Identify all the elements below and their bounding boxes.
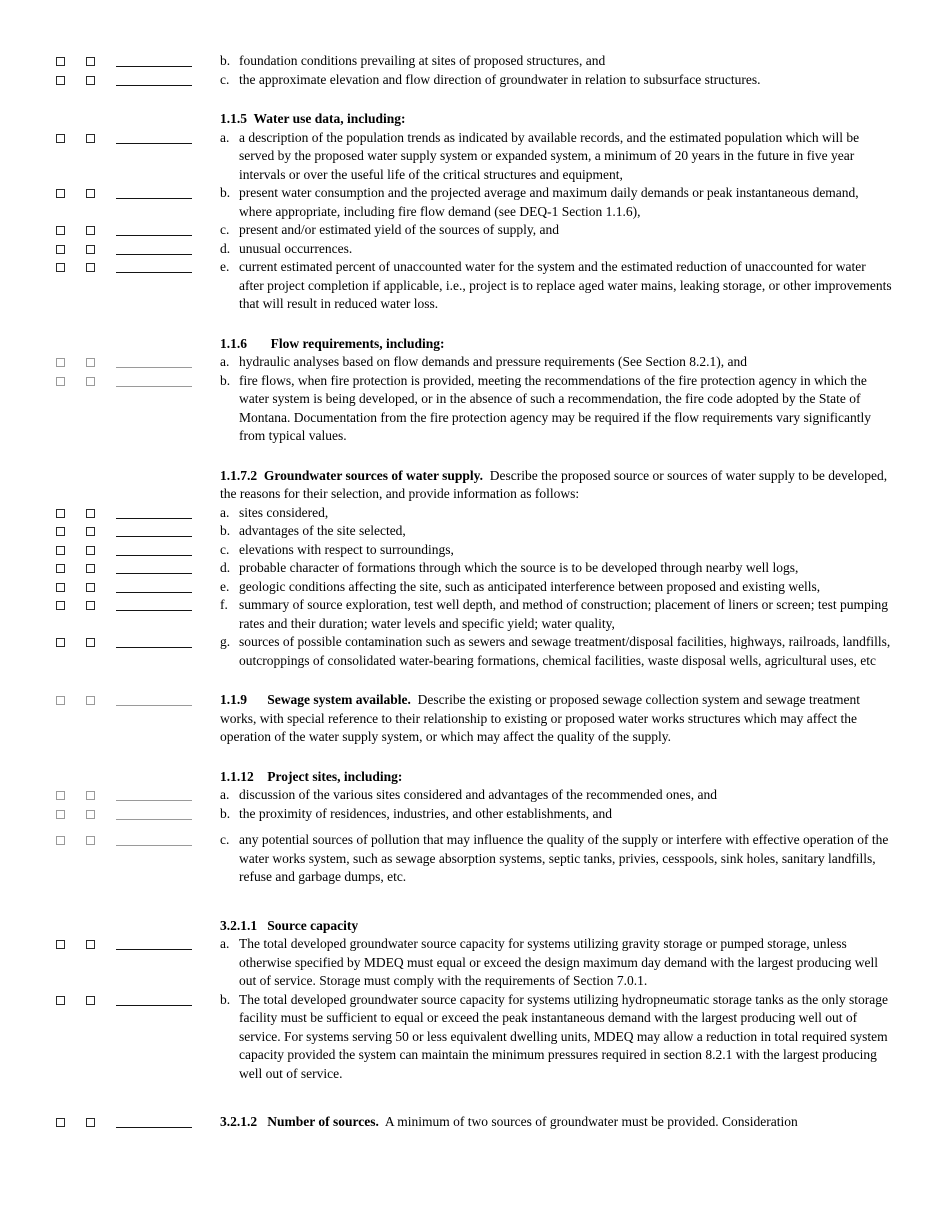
fill-in-line[interactable] <box>116 53 192 67</box>
row-content <box>220 541 892 560</box>
checklist-item <box>220 522 892 541</box>
checklist-item-row <box>0 596 892 633</box>
checkbox-1[interactable] <box>56 583 65 592</box>
checkbox-gutter <box>0 71 220 86</box>
row-content <box>220 221 892 240</box>
fill-in-line[interactable] <box>116 523 192 537</box>
checklist-item-row <box>0 935 892 991</box>
checkbox-2[interactable] <box>86 226 95 235</box>
checklist-item-row <box>0 240 892 259</box>
item-label: c. <box>220 541 230 557</box>
checklist-item <box>220 504 892 523</box>
checkbox-gutter <box>0 633 220 648</box>
checkbox-1[interactable] <box>56 134 65 143</box>
item-text: present water consumption and the projected average and maximum daily demands or peak instantaneous demand, where appropriate, including fire flow demand (see DEQ-1 Section 1.1.6), <box>239 185 859 219</box>
row-content <box>220 258 892 314</box>
item-text: any potential sources of pollution that may influence the quality of the supply or interfere with effective operation of the water works system, such as sewage absorption systems, septic tanks, privies, cesspools, sink holes, sanitary landfills, refuse and garbage dumps, etc. <box>239 832 889 884</box>
checkbox-gutter <box>0 768 220 769</box>
item-label: b. <box>220 523 231 538</box>
checklist-item <box>220 633 892 670</box>
section-paragraph <box>220 467 892 504</box>
row-content <box>220 1113 892 1132</box>
checklist-item <box>220 353 892 372</box>
checkbox-gutter <box>0 240 220 255</box>
fill-in-line[interactable] <box>116 692 192 706</box>
item-label: e. <box>220 578 230 594</box>
item-text: present and/or estimated yield of the sources of supply, and <box>239 222 560 237</box>
item-text: summary of source exploration, test well depth, and method of construction; placement of liners or screen; test pumping rates and their duration; water levels and specific yield; water quality, <box>239 597 888 631</box>
item-label: f. <box>220 597 228 612</box>
fill-in-line[interactable] <box>116 185 192 199</box>
checkbox-2[interactable] <box>86 546 95 555</box>
checklist-item <box>220 559 892 578</box>
checkbox-2[interactable] <box>86 836 95 845</box>
row-content <box>220 831 892 887</box>
checkbox-2[interactable] <box>86 810 95 819</box>
item-label: b. <box>220 372 231 388</box>
item-label: e. <box>220 259 230 274</box>
item-label: a. <box>220 787 230 802</box>
checkbox-gutter <box>0 691 220 706</box>
section-paragraph-row <box>0 1113 892 1132</box>
checkbox-2[interactable] <box>86 358 95 367</box>
row-content <box>220 110 892 129</box>
row-content <box>220 559 892 578</box>
item-label: b. <box>220 805 231 821</box>
fill-in-line[interactable] <box>116 72 192 86</box>
checklist-item <box>220 258 892 314</box>
checkbox-gutter <box>0 129 220 144</box>
checkbox-2[interactable] <box>86 601 95 610</box>
checklist-item <box>220 129 892 185</box>
row-content <box>220 52 892 71</box>
checklist-item <box>220 184 892 221</box>
fill-in-line[interactable] <box>116 1114 192 1128</box>
item-label: a. <box>220 936 230 951</box>
fill-in-line[interactable] <box>116 259 192 273</box>
row-content <box>220 467 892 504</box>
checklist-item-row <box>0 221 892 240</box>
fill-in-line[interactable] <box>116 222 192 236</box>
item-label: c. <box>220 71 230 87</box>
section-paragraph <box>220 1113 892 1132</box>
checklist-item-row <box>0 991 892 1084</box>
checklist-item-row <box>0 786 892 805</box>
item-text: a description of the population trends as indicated by available records, and the estimated population which will be served by the proposed water supply system or expanded system, a minimum of 20 years in the future in five year intervals or over the useful life of the critical structures and equipment, <box>239 129 860 182</box>
item-text: geologic conditions affecting the site, such as anticipated interference between proposed and existing wells, <box>239 578 821 594</box>
checkbox-2[interactable] <box>86 134 95 143</box>
item-text: elevations with respect to surroundings, <box>239 541 454 557</box>
section-heading: 3.2.1.1 Source capacity <box>220 917 359 933</box>
checkbox-1[interactable] <box>56 791 65 800</box>
checkbox-1[interactable] <box>56 76 65 85</box>
checkbox-gutter <box>0 991 220 1006</box>
item-label: a. <box>220 129 230 145</box>
item-label: d. <box>220 240 231 256</box>
row-content <box>220 240 892 259</box>
checklist-item <box>220 372 892 446</box>
item-text: sites considered, <box>239 504 329 520</box>
fill-in-line[interactable] <box>116 505 192 519</box>
checklist-item <box>220 786 892 805</box>
item-text: fire flows, when fire protection is provided, meeting the recommendations of the fire protection agency in which the water system is being developed, or in the absence of such a recommendation, the fire code adopted by the State of Montana. Documentation from the fire protection agency may be required if the flow requirements vary significantly from typical values. <box>239 372 872 443</box>
row-content <box>220 768 892 787</box>
checkbox-2[interactable] <box>86 1118 95 1127</box>
row-content <box>220 129 892 185</box>
row-content <box>220 691 892 747</box>
checkbox-2[interactable] <box>86 509 95 518</box>
row-content <box>220 353 892 372</box>
item-text: The total developed groundwater source capacity for systems utilizing gravity storage or pumped storage, unless otherwise specified by MDEQ must equal or exceed the design maximum day demand with the largest producing well out of service. Storage must comply with the requirements of Section 7.0.1. <box>239 936 878 988</box>
checklist-item-row <box>0 805 892 824</box>
item-text: The total developed groundwater source capacity for systems utilizing hydropneumatic storage tanks as the only storage facility must be sufficient to equal or exceed the peak instantaneous demand with the largest producing well out of service. For systems serving 50 or less equivalent dwelling units, MDEQ may allow a reduction in total required system capacity provided the system can maintain the minimum pressures required in section 8.2.1 with the largest producing well out of service. <box>239 991 888 1081</box>
checkbox-gutter <box>0 372 220 387</box>
row-content <box>220 991 892 1084</box>
checkbox-gutter <box>0 258 220 273</box>
section-heading: 1.1.12 Project sites, including: <box>220 768 403 784</box>
item-text: the approximate elevation and flow direction of groundwater in relation to subsurface structures. <box>239 71 761 87</box>
item-label: b. <box>220 53 231 68</box>
checkbox-gutter <box>0 221 220 236</box>
checklist-item <box>220 831 892 887</box>
checkbox-gutter <box>0 541 220 556</box>
checkbox-gutter <box>0 935 220 950</box>
fill-in-line[interactable] <box>116 560 192 574</box>
row-content <box>220 786 892 805</box>
checklist-item <box>220 541 892 560</box>
checkbox-1[interactable] <box>56 245 65 254</box>
row-content <box>220 71 892 90</box>
section-paragraph-row <box>0 691 892 747</box>
checkbox-2[interactable] <box>86 76 95 85</box>
section-heading-row <box>0 110 892 129</box>
item-text: the proximity of residences, industries, and other establishments, and <box>239 805 613 821</box>
fill-in-line[interactable] <box>116 542 192 556</box>
item-text: probable character of formations through which the source is to be developed through nearby well logs, <box>239 560 799 575</box>
checkbox-1[interactable] <box>56 638 65 647</box>
checkbox-2[interactable] <box>86 791 95 800</box>
checkbox-1[interactable] <box>56 509 65 518</box>
checkbox-1[interactable] <box>56 836 65 845</box>
item-label: a. <box>220 354 230 369</box>
row-content <box>220 335 892 354</box>
checklist-item <box>220 991 892 1084</box>
checkbox-gutter <box>0 559 220 574</box>
checklist-item-row <box>0 831 892 887</box>
checkbox-1[interactable] <box>56 358 65 367</box>
item-text: discussion of the various sites considered and advantages of the recommended ones, and <box>239 787 717 802</box>
checklist-item-row <box>0 184 892 221</box>
checklist-item <box>220 240 892 259</box>
checklist-item-row <box>0 353 892 372</box>
item-text: unusual occurrences. <box>239 240 353 256</box>
checkbox-1[interactable] <box>56 546 65 555</box>
fill-in-line[interactable] <box>116 354 192 368</box>
checkbox-gutter <box>0 1113 220 1128</box>
section-paragraph <box>220 691 892 747</box>
row-content <box>220 917 892 936</box>
section-heading-row <box>0 768 892 787</box>
checkbox-1[interactable] <box>56 527 65 536</box>
fill-in-line[interactable] <box>116 597 192 611</box>
checkbox-gutter <box>0 110 220 111</box>
item-label: c. <box>220 222 230 237</box>
fill-in-line[interactable] <box>116 992 192 1006</box>
item-label: c. <box>220 832 230 847</box>
checkbox-gutter <box>0 917 220 918</box>
checklist-item-row <box>0 541 892 560</box>
fill-in-line[interactable] <box>116 936 192 950</box>
item-label: d. <box>220 560 231 575</box>
row-content <box>220 596 892 633</box>
checkbox-1[interactable] <box>56 601 65 610</box>
paragraph-bold-heading: 1.1.9 Sewage system available. <box>220 692 411 707</box>
checkbox-2[interactable] <box>86 696 95 705</box>
section-heading: 1.1.6 Flow requirements, including: <box>220 335 445 351</box>
paragraph-bold-heading: 1.1.7.2 Groundwater sources of water supply. <box>220 467 484 483</box>
checklist-item-row <box>0 504 892 523</box>
fill-in-line[interactable] <box>116 832 192 846</box>
checkbox-2[interactable] <box>86 527 95 536</box>
checkbox-2[interactable] <box>86 245 95 254</box>
row-content <box>220 633 892 670</box>
paragraph-text: Describe the existing or proposed sewage collection system and sewage treatment works, with special reference to their relationship to existing or proposed water works structures which may affect the operation of the water supply system, or which may affect the quality of the supply. <box>220 692 864 744</box>
row-content <box>220 184 892 221</box>
checkbox-gutter <box>0 335 220 336</box>
checkbox-2[interactable] <box>86 583 95 592</box>
checkbox-1[interactable] <box>56 996 65 1005</box>
checklist-item-row <box>0 129 892 185</box>
checkbox-1[interactable] <box>56 1118 65 1127</box>
checkbox-2[interactable] <box>86 564 95 573</box>
checkbox-gutter <box>0 596 220 611</box>
checkbox-1[interactable] <box>56 696 65 705</box>
checkbox-gutter <box>0 467 220 468</box>
checklist-item-row <box>0 258 892 314</box>
checkbox-gutter <box>0 522 220 537</box>
checkbox-2[interactable] <box>86 940 95 949</box>
checklist-item-row <box>0 71 892 90</box>
checklist-item-row <box>0 633 892 670</box>
checklist-item <box>220 52 892 71</box>
checkbox-2[interactable] <box>86 189 95 198</box>
checkbox-1[interactable] <box>56 377 65 386</box>
checklist-item <box>220 578 892 597</box>
checklist-item-row <box>0 559 892 578</box>
checkbox-gutter <box>0 805 220 820</box>
checklist-item-row <box>0 52 892 71</box>
row-content <box>220 805 892 824</box>
item-label: a. <box>220 504 230 520</box>
paragraph-bold-heading: 3.2.1.2 Number of sources. <box>220 1114 379 1129</box>
row-content <box>220 504 892 523</box>
item-text: foundation conditions prevailing at sites of proposed structures, and <box>239 53 606 68</box>
checkbox-2[interactable] <box>86 377 95 386</box>
fill-in-line[interactable] <box>116 806 192 820</box>
checklist-item <box>220 71 892 90</box>
fill-in-line[interactable] <box>116 130 192 144</box>
checklist-item-row <box>0 578 892 597</box>
fill-in-line[interactable] <box>116 579 192 593</box>
checklist-item <box>220 805 892 824</box>
item-text: sources of possible contamination such as sewers and sewage treatment/disposal facilities, highways, railroads, landfills, outcroppings of consolidated water-bearing formations, chemical facilities, waste disposal wells, agricultural uses, etc <box>239 634 891 668</box>
checkbox-2[interactable] <box>86 638 95 647</box>
checkbox-gutter <box>0 184 220 199</box>
checkbox-gutter <box>0 52 220 67</box>
checkbox-1[interactable] <box>56 263 65 272</box>
checkbox-1[interactable] <box>56 57 65 66</box>
fill-in-line[interactable] <box>116 373 192 387</box>
section-heading-row <box>0 335 892 354</box>
checkbox-gutter <box>0 578 220 593</box>
section-heading: 1.1.5 Water use data, including: <box>220 111 406 126</box>
item-text: current estimated percent of unaccounted water for the system and the estimated reduction of unaccounted for water after project completion if applicable, i.e., project is to replace aged water mains, leaking storage, or other improvements that will result in reduced water loss. <box>239 259 892 311</box>
section-paragraph-row <box>0 467 892 504</box>
item-label: b. <box>220 185 231 200</box>
checkbox-2[interactable] <box>86 996 95 1005</box>
checkbox-1[interactable] <box>56 810 65 819</box>
item-label: b. <box>220 991 231 1007</box>
checkbox-gutter <box>0 786 220 801</box>
row-content <box>220 522 892 541</box>
checkbox-gutter <box>0 831 220 846</box>
checklist-item-row <box>0 372 892 446</box>
fill-in-line[interactable] <box>116 241 192 255</box>
section-heading-row <box>0 917 892 936</box>
fill-in-line[interactable] <box>116 634 192 648</box>
row-content <box>220 935 892 991</box>
item-label: g. <box>220 634 231 649</box>
fill-in-line[interactable] <box>116 787 192 801</box>
checkbox-1[interactable] <box>56 564 65 573</box>
checkbox-2[interactable] <box>86 263 95 272</box>
checkbox-1[interactable] <box>56 226 65 235</box>
checkbox-2[interactable] <box>86 57 95 66</box>
row-content <box>220 578 892 597</box>
checkbox-gutter <box>0 353 220 368</box>
checkbox-1[interactable] <box>56 940 65 949</box>
checkbox-1[interactable] <box>56 189 65 198</box>
checkbox-gutter <box>0 504 220 519</box>
item-text: advantages of the site selected, <box>239 523 406 538</box>
checklist-item <box>220 221 892 240</box>
paragraph-text: A minimum of two sources of groundwater must be provided. Consideration <box>378 1114 798 1129</box>
paragraph-text: Describe the proposed source or sources of water supply to be developed, the reasons for their selection, and provide information as follows: <box>220 467 891 501</box>
item-text: hydraulic analyses based on flow demands and pressure requirements (See Section 8.2.1), and <box>239 354 747 369</box>
checklist-item-row <box>0 522 892 541</box>
checklist-item <box>220 596 892 633</box>
row-content <box>220 372 892 446</box>
checklist-item <box>220 935 892 991</box>
